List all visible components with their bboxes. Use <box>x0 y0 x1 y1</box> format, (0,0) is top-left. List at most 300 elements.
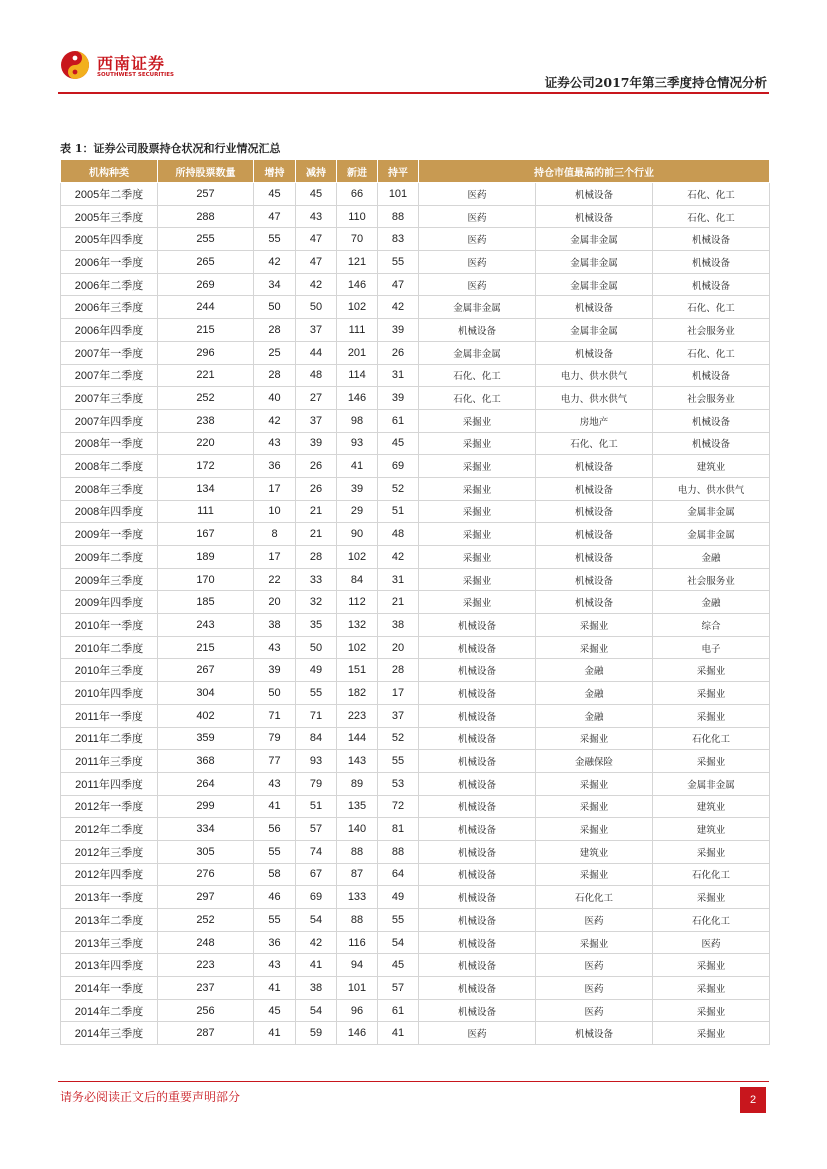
cell-period: 2009年四季度 <box>61 591 158 614</box>
cell-increase: 55 <box>254 228 296 251</box>
cell-industry-2: 机械设备 <box>536 296 653 319</box>
cell-industry-2: 金融 <box>536 659 653 682</box>
cell-period: 2012年三季度 <box>61 840 158 863</box>
cell-industry-1: 机械设备 <box>419 704 536 727</box>
cell-increase: 17 <box>254 477 296 500</box>
cell-industry-3: 机械设备 <box>653 251 770 274</box>
cell-industry-1: 机械设备 <box>419 727 536 750</box>
cell-stock-count: 243 <box>158 614 254 637</box>
cell-industry-1: 机械设备 <box>419 750 536 773</box>
cell-flat: 83 <box>378 228 419 251</box>
cell-industry-3: 社会服务业 <box>653 387 770 410</box>
cell-industry-2: 机械设备 <box>536 1022 653 1045</box>
cell-flat: 72 <box>378 795 419 818</box>
cell-industry-3: 机械设备 <box>653 432 770 455</box>
cell-industry-1: 医药 <box>419 183 536 206</box>
cell-industry-2: 电力、供水供气 <box>536 387 653 410</box>
cell-flat: 53 <box>378 772 419 795</box>
cell-stock-count: 276 <box>158 863 254 886</box>
cell-new: 41 <box>337 455 378 478</box>
company-logo <box>60 50 190 84</box>
cell-industry-1: 机械设备 <box>419 954 536 977</box>
cell-decrease: 39 <box>296 432 337 455</box>
cell-industry-3: 石化、化工 <box>653 296 770 319</box>
table-row <box>61 205 770 228</box>
cell-new: 110 <box>337 205 378 228</box>
cell-industry-2: 采掘业 <box>536 863 653 886</box>
cell-industry-2: 机械设备 <box>536 205 653 228</box>
table-row <box>61 432 770 455</box>
cell-increase: 36 <box>254 931 296 954</box>
table-row <box>61 477 770 500</box>
cell-decrease: 47 <box>296 228 337 251</box>
cell-industry-2: 医药 <box>536 999 653 1022</box>
cell-flat: 48 <box>378 523 419 546</box>
cell-industry-3: 机械设备 <box>653 273 770 296</box>
cell-industry-1: 机械设备 <box>419 886 536 909</box>
cell-decrease: 84 <box>296 727 337 750</box>
cell-increase: 79 <box>254 727 296 750</box>
cell-period: 2012年一季度 <box>61 795 158 818</box>
cell-new: 101 <box>337 977 378 1000</box>
cell-industry-2: 采掘业 <box>536 727 653 750</box>
cell-period: 2010年一季度 <box>61 614 158 637</box>
table-row <box>61 614 770 637</box>
cell-industry-1: 机械设备 <box>419 818 536 841</box>
cell-industry-3: 石化、化工 <box>653 341 770 364</box>
cell-industry-2: 金属非金属 <box>536 273 653 296</box>
cell-increase: 39 <box>254 659 296 682</box>
cell-increase: 43 <box>254 772 296 795</box>
cell-stock-count: 252 <box>158 387 254 410</box>
cell-industry-3: 金属非金属 <box>653 523 770 546</box>
table-row <box>61 999 770 1022</box>
cell-industry-1: 机械设备 <box>419 999 536 1022</box>
cell-increase: 45 <box>254 183 296 206</box>
cell-new: 151 <box>337 659 378 682</box>
cell-flat: 52 <box>378 727 419 750</box>
cell-period: 2010年二季度 <box>61 636 158 659</box>
cell-new: 90 <box>337 523 378 546</box>
cell-industry-3: 建筑业 <box>653 795 770 818</box>
cell-stock-count: 269 <box>158 273 254 296</box>
cell-stock-count: 238 <box>158 409 254 432</box>
cell-flat: 45 <box>378 432 419 455</box>
cell-stock-count: 359 <box>158 727 254 750</box>
cell-period: 2011年二季度 <box>61 727 158 750</box>
cell-decrease: 27 <box>296 387 337 410</box>
cell-industry-3: 金融 <box>653 546 770 569</box>
cell-flat: 55 <box>378 750 419 773</box>
cell-stock-count: 244 <box>158 296 254 319</box>
cell-increase: 43 <box>254 954 296 977</box>
cell-decrease: 50 <box>296 636 337 659</box>
cell-period: 2007年三季度 <box>61 387 158 410</box>
cell-industry-1: 机械设备 <box>419 636 536 659</box>
cell-industry-2: 机械设备 <box>536 523 653 546</box>
cell-period: 2014年二季度 <box>61 999 158 1022</box>
cell-industry-1: 采掘业 <box>419 477 536 500</box>
cell-flat: 31 <box>378 364 419 387</box>
cell-stock-count: 265 <box>158 251 254 274</box>
cell-industry-1: 采掘业 <box>419 591 536 614</box>
cell-flat: 61 <box>378 409 419 432</box>
cell-stock-count: 237 <box>158 977 254 1000</box>
table-row <box>61 251 770 274</box>
report-title: 证券公司2017年第三季度持仓情况分析 <box>544 75 767 90</box>
cell-industry-3: 采掘业 <box>653 999 770 1022</box>
cell-new: 66 <box>337 183 378 206</box>
cell-new: 146 <box>337 1022 378 1045</box>
footer-disclaimer: 请务必阅读正文后的重要声明部分 <box>60 1090 241 1104</box>
table-row <box>61 364 770 387</box>
cell-industry-1: 机械设备 <box>419 931 536 954</box>
cell-increase: 28 <box>254 364 296 387</box>
cell-stock-count: 185 <box>158 591 254 614</box>
cell-new: 89 <box>337 772 378 795</box>
cell-decrease: 79 <box>296 772 337 795</box>
cell-stock-count: 304 <box>158 682 254 705</box>
cell-decrease: 32 <box>296 591 337 614</box>
logo-name-en: SOUTHWEST SECURITIES <box>97 72 174 78</box>
cell-decrease: 21 <box>296 523 337 546</box>
cell-increase: 36 <box>254 455 296 478</box>
cell-industry-3: 采掘业 <box>653 954 770 977</box>
cell-increase: 45 <box>254 999 296 1022</box>
cell-industry-2: 机械设备 <box>536 477 653 500</box>
cell-increase: 50 <box>254 296 296 319</box>
table-row <box>61 840 770 863</box>
cell-new: 102 <box>337 546 378 569</box>
cell-decrease: 38 <box>296 977 337 1000</box>
cell-industry-3: 采掘业 <box>653 659 770 682</box>
cell-industry-2: 金融 <box>536 682 653 705</box>
cell-industry-1: 医药 <box>419 251 536 274</box>
cell-industry-2: 房地产 <box>536 409 653 432</box>
cell-industry-2: 金融保险 <box>536 750 653 773</box>
cell-stock-count: 267 <box>158 659 254 682</box>
cell-flat: 55 <box>378 909 419 932</box>
cell-decrease: 45 <box>296 183 337 206</box>
cell-industry-1: 机械设备 <box>419 772 536 795</box>
cell-industry-3: 金属非金属 <box>653 500 770 523</box>
table-row <box>61 183 770 206</box>
cell-period: 2010年四季度 <box>61 682 158 705</box>
cell-new: 182 <box>337 682 378 705</box>
cell-decrease: 26 <box>296 477 337 500</box>
cell-industry-2: 石化化工 <box>536 886 653 909</box>
table-row <box>61 727 770 750</box>
cell-period: 2013年四季度 <box>61 954 158 977</box>
cell-increase: 28 <box>254 319 296 342</box>
cell-increase: 42 <box>254 409 296 432</box>
cell-industry-2: 机械设备 <box>536 546 653 569</box>
cell-stock-count: 402 <box>158 704 254 727</box>
cell-flat: 69 <box>378 455 419 478</box>
cell-new: 112 <box>337 591 378 614</box>
cell-period: 2008年三季度 <box>61 477 158 500</box>
cell-flat: 47 <box>378 273 419 296</box>
table-row <box>61 863 770 886</box>
cell-industry-1: 机械设备 <box>419 682 536 705</box>
cell-period: 2007年一季度 <box>61 341 158 364</box>
cell-industry-2: 金属非金属 <box>536 251 653 274</box>
cell-industry-3: 采掘业 <box>653 886 770 909</box>
cell-industry-3: 石化化工 <box>653 727 770 750</box>
table-row <box>61 523 770 546</box>
cell-industry-3: 医药 <box>653 931 770 954</box>
table-row <box>61 500 770 523</box>
cell-industry-2: 采掘业 <box>536 795 653 818</box>
table-row <box>61 750 770 773</box>
cell-decrease: 51 <box>296 795 337 818</box>
cell-flat: 57 <box>378 977 419 1000</box>
cell-new: 87 <box>337 863 378 886</box>
table-row <box>61 954 770 977</box>
cell-stock-count: 334 <box>158 818 254 841</box>
header-decrease: 减持 <box>296 160 337 183</box>
cell-industry-3: 采掘业 <box>653 1022 770 1045</box>
cell-stock-count: 248 <box>158 931 254 954</box>
cell-period: 2014年一季度 <box>61 977 158 1000</box>
cell-new: 96 <box>337 999 378 1022</box>
cell-stock-count: 220 <box>158 432 254 455</box>
cell-stock-count: 223 <box>158 954 254 977</box>
cell-stock-count: 368 <box>158 750 254 773</box>
table-row <box>61 296 770 319</box>
cell-increase: 50 <box>254 682 296 705</box>
cell-period: 2007年二季度 <box>61 364 158 387</box>
cell-new: 223 <box>337 704 378 727</box>
cell-period: 2005年三季度 <box>61 205 158 228</box>
cell-period: 2005年四季度 <box>61 228 158 251</box>
cell-industry-1: 机械设备 <box>419 909 536 932</box>
cell-industry-1: 采掘业 <box>419 409 536 432</box>
cell-industry-3: 采掘业 <box>653 840 770 863</box>
cell-stock-count: 252 <box>158 909 254 932</box>
cell-decrease: 48 <box>296 364 337 387</box>
cell-new: 93 <box>337 432 378 455</box>
cell-industry-1: 石化、化工 <box>419 387 536 410</box>
cell-industry-3: 金属非金属 <box>653 772 770 795</box>
cell-industry-2: 金属非金属 <box>536 319 653 342</box>
cell-stock-count: 296 <box>158 341 254 364</box>
cell-increase: 56 <box>254 818 296 841</box>
cell-increase: 40 <box>254 387 296 410</box>
cell-new: 116 <box>337 931 378 954</box>
cell-period: 2006年二季度 <box>61 273 158 296</box>
cell-flat: 81 <box>378 818 419 841</box>
cell-decrease: 28 <box>296 546 337 569</box>
table-row <box>61 886 770 909</box>
cell-stock-count: 257 <box>158 183 254 206</box>
cell-increase: 20 <box>254 591 296 614</box>
footer-divider <box>58 1081 769 1082</box>
cell-decrease: 57 <box>296 818 337 841</box>
cell-increase: 58 <box>254 863 296 886</box>
cell-new: 29 <box>337 500 378 523</box>
cell-increase: 71 <box>254 704 296 727</box>
cell-industry-1: 机械设备 <box>419 863 536 886</box>
cell-flat: 88 <box>378 205 419 228</box>
cell-decrease: 35 <box>296 614 337 637</box>
cell-period: 2010年三季度 <box>61 659 158 682</box>
cell-industry-1: 采掘业 <box>419 546 536 569</box>
cell-industry-2: 采掘业 <box>536 614 653 637</box>
cell-period: 2006年四季度 <box>61 319 158 342</box>
cell-new: 121 <box>337 251 378 274</box>
logo-name-cn: 西南证券 <box>97 54 166 73</box>
cell-industry-1: 金属非金属 <box>419 296 536 319</box>
cell-period: 2011年一季度 <box>61 704 158 727</box>
cell-stock-count: 299 <box>158 795 254 818</box>
cell-new: 102 <box>337 636 378 659</box>
cell-stock-count: 256 <box>158 999 254 1022</box>
cell-period: 2013年三季度 <box>61 931 158 954</box>
cell-industry-1: 医药 <box>419 1022 536 1045</box>
cell-stock-count: 134 <box>158 477 254 500</box>
cell-new: 146 <box>337 387 378 410</box>
cell-industry-3: 社会服务业 <box>653 319 770 342</box>
cell-industry-3: 机械设备 <box>653 228 770 251</box>
cell-decrease: 71 <box>296 704 337 727</box>
cell-flat: 39 <box>378 319 419 342</box>
cell-industry-2: 采掘业 <box>536 931 653 954</box>
cell-decrease: 43 <box>296 205 337 228</box>
cell-industry-1: 医药 <box>419 273 536 296</box>
cell-industry-1: 金属非金属 <box>419 341 536 364</box>
cell-industry-1: 机械设备 <box>419 659 536 682</box>
cell-stock-count: 221 <box>158 364 254 387</box>
cell-decrease: 93 <box>296 750 337 773</box>
table-row <box>61 909 770 932</box>
table-row <box>61 546 770 569</box>
table-row <box>61 228 770 251</box>
cell-industry-1: 采掘业 <box>419 523 536 546</box>
cell-flat: 17 <box>378 682 419 705</box>
cell-flat: 26 <box>378 341 419 364</box>
cell-new: 146 <box>337 273 378 296</box>
cell-period: 2008年四季度 <box>61 500 158 523</box>
cell-new: 84 <box>337 568 378 591</box>
cell-stock-count: 170 <box>158 568 254 591</box>
cell-stock-count: 189 <box>158 546 254 569</box>
cell-flat: 42 <box>378 296 419 319</box>
cell-stock-count: 255 <box>158 228 254 251</box>
cell-flat: 37 <box>378 704 419 727</box>
cell-increase: 55 <box>254 840 296 863</box>
cell-stock-count: 288 <box>158 205 254 228</box>
cell-increase: 55 <box>254 909 296 932</box>
cell-increase: 41 <box>254 977 296 1000</box>
table-caption: 表 1：证券公司股票持仓状况和行业情况汇总 <box>60 142 281 155</box>
cell-new: 132 <box>337 614 378 637</box>
cell-industry-1: 机械设备 <box>419 614 536 637</box>
cell-industry-1: 采掘业 <box>419 568 536 591</box>
cell-period: 2005年二季度 <box>61 183 158 206</box>
cell-increase: 10 <box>254 500 296 523</box>
cell-industry-2: 机械设备 <box>536 341 653 364</box>
cell-period: 2007年四季度 <box>61 409 158 432</box>
cell-industry-3: 综合 <box>653 614 770 637</box>
cell-flat: 31 <box>378 568 419 591</box>
cell-decrease: 55 <box>296 682 337 705</box>
table-row <box>61 387 770 410</box>
cell-industry-2: 机械设备 <box>536 568 653 591</box>
cell-industry-3: 石化化工 <box>653 863 770 886</box>
cell-flat: 49 <box>378 886 419 909</box>
cell-increase: 38 <box>254 614 296 637</box>
table-row <box>61 455 770 478</box>
cell-decrease: 42 <box>296 273 337 296</box>
cell-flat: 20 <box>378 636 419 659</box>
cell-decrease: 74 <box>296 840 337 863</box>
cell-decrease: 50 <box>296 296 337 319</box>
cell-industry-3: 电力、供水供气 <box>653 477 770 500</box>
cell-increase: 77 <box>254 750 296 773</box>
table-row <box>61 273 770 296</box>
cell-new: 102 <box>337 296 378 319</box>
cell-industry-3: 金融 <box>653 591 770 614</box>
cell-industry-3: 采掘业 <box>653 750 770 773</box>
table-row <box>61 341 770 364</box>
cell-industry-2: 机械设备 <box>536 591 653 614</box>
cell-industry-2: 建筑业 <box>536 840 653 863</box>
cell-industry-1: 机械设备 <box>419 840 536 863</box>
cell-decrease: 54 <box>296 999 337 1022</box>
cell-industry-2: 机械设备 <box>536 455 653 478</box>
cell-decrease: 41 <box>296 954 337 977</box>
cell-new: 201 <box>337 341 378 364</box>
cell-industry-2: 金属非金属 <box>536 228 653 251</box>
cell-new: 143 <box>337 750 378 773</box>
cell-industry-3: 建筑业 <box>653 818 770 841</box>
cell-industry-3: 建筑业 <box>653 455 770 478</box>
cell-industry-3: 石化、化工 <box>653 205 770 228</box>
cell-new: 140 <box>337 818 378 841</box>
cell-flat: 51 <box>378 500 419 523</box>
cell-new: 135 <box>337 795 378 818</box>
cell-industry-3: 石化化工 <box>653 909 770 932</box>
table-row <box>61 1022 770 1045</box>
cell-industry-1: 机械设备 <box>419 977 536 1000</box>
cell-period: 2008年一季度 <box>61 432 158 455</box>
cell-stock-count: 215 <box>158 319 254 342</box>
cell-new: 144 <box>337 727 378 750</box>
cell-new: 70 <box>337 228 378 251</box>
cell-period: 2011年三季度 <box>61 750 158 773</box>
cell-industry-1: 医药 <box>419 205 536 228</box>
cell-flat: 38 <box>378 614 419 637</box>
table-row <box>61 795 770 818</box>
cell-industry-2: 机械设备 <box>536 183 653 206</box>
holdings-table <box>60 159 770 1045</box>
table-row <box>61 591 770 614</box>
cell-period: 2006年三季度 <box>61 296 158 319</box>
cell-industry-3: 采掘业 <box>653 704 770 727</box>
cell-new: 88 <box>337 909 378 932</box>
cell-increase: 42 <box>254 251 296 274</box>
page-number: 2 <box>740 1087 766 1113</box>
cell-industry-2: 机械设备 <box>536 500 653 523</box>
cell-flat: 21 <box>378 591 419 614</box>
cell-industry-1: 医药 <box>419 228 536 251</box>
cell-stock-count: 167 <box>158 523 254 546</box>
cell-industry-1: 采掘业 <box>419 432 536 455</box>
cell-decrease: 44 <box>296 341 337 364</box>
cell-period: 2012年二季度 <box>61 818 158 841</box>
cell-industry-2: 医药 <box>536 909 653 932</box>
